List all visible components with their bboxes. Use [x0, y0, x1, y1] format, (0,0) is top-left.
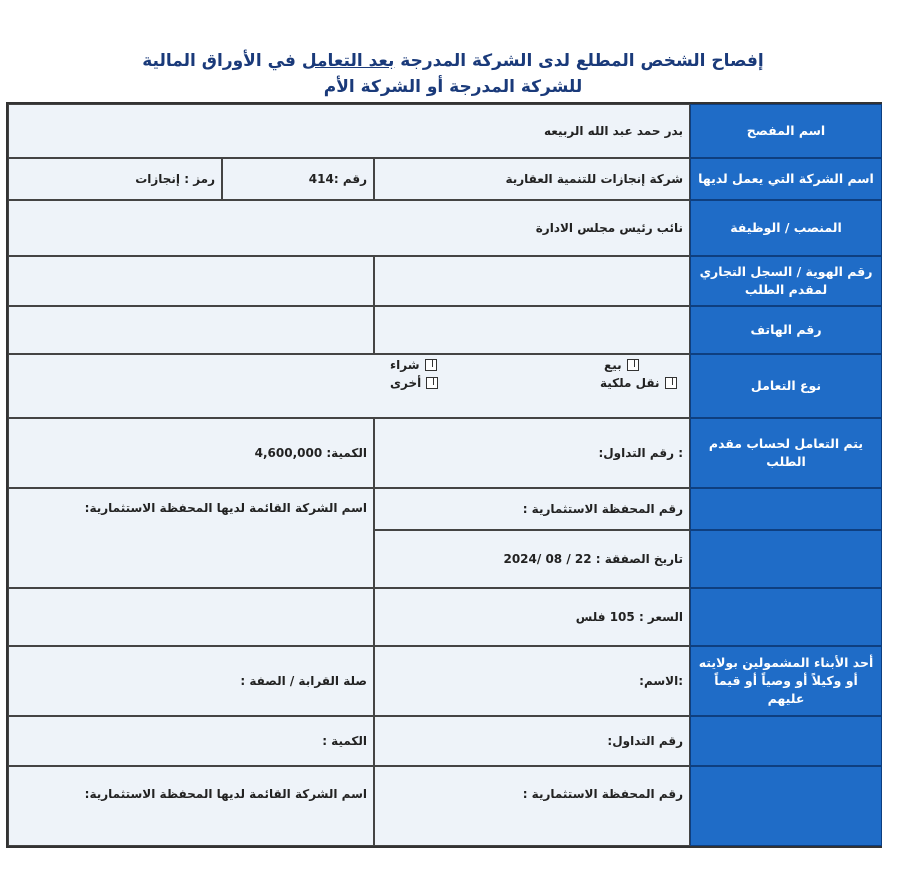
label-dep-blank-1 — [690, 716, 882, 766]
dep-quantity: الكمية : — [8, 716, 374, 766]
dep-trading-number: رقم التداول: — [374, 716, 690, 766]
label-dependents: أحد الأبناء المشمولين بولايته أو وكيلاً أو وصياً أو قيماً عليهم — [690, 646, 882, 716]
own-quantity: الكمية: 4,600,000 — [8, 418, 374, 488]
checkbox-icon[interactable] — [665, 377, 677, 389]
value-id-number-extra[interactable] — [8, 256, 374, 306]
value-phone-extra[interactable] — [8, 306, 374, 354]
label-position: المنصب / الوظيفة — [690, 200, 882, 256]
value-discloser-name: بدر حمد عبد الله الربيعه — [8, 104, 690, 158]
title-underlined-part: بعد التعامل — [301, 51, 395, 71]
dep-portfolio-company: اسم الشركة القائمة لديها المحفظة الاستثمارية: — [8, 766, 374, 846]
label-phone: رقم الهاتف — [690, 306, 882, 354]
own-trading-number: : رقم التداول: — [374, 418, 690, 488]
label-own-blank-2 — [690, 530, 882, 588]
option-other-label: أخرى — [390, 376, 422, 390]
own-portfolio-number: رقم المحفظة الاستثمارية : — [374, 488, 690, 530]
label-own-blank-3 — [690, 588, 882, 646]
form-title-line2: للشركة المدرجة أو الشركة الأم — [323, 77, 583, 97]
dep-relation: صلة القرابة / الصفة : — [8, 646, 374, 716]
option-other[interactable] — [390, 376, 438, 390]
label-discloser-name: اسم المفصح — [690, 104, 882, 158]
checkbox-icon[interactable] — [426, 377, 438, 389]
value-company-symbol: رمز : إنجازات — [8, 158, 222, 200]
label-id-number: رقم الهوية / السجل التجاري لمقدم الطلب — [690, 256, 882, 306]
transaction-type-options — [8, 354, 690, 418]
value-phone[interactable] — [374, 306, 690, 354]
value-position: نائب رئيس مجلس الادارة — [8, 200, 690, 256]
dep-portfolio-number: رقم المحفظة الاستثمارية : — [374, 766, 690, 846]
value-id-number[interactable] — [374, 256, 690, 306]
checkbox-icon[interactable] — [425, 359, 437, 371]
option-buy-label: شراء — [390, 358, 420, 372]
label-own-blank-1 — [690, 488, 882, 530]
option-transfer-label: نقل ملكية — [600, 376, 660, 390]
label-dep-blank-2 — [690, 766, 882, 846]
checkbox-icon[interactable] — [627, 359, 639, 371]
option-transfer[interactable] — [600, 376, 677, 390]
label-company: اسم الشركة التي يعمل لديها — [690, 158, 882, 200]
option-buy[interactable] — [390, 358, 437, 372]
own-price-extra[interactable] — [8, 588, 374, 646]
own-deal-date: تاريخ الصفقة : 22 / 08 /2024 — [374, 530, 690, 588]
value-company-name: شركة إنجازات للتنمية العقارية — [374, 158, 690, 200]
label-own-account: يتم التعامل لحساب مقدم الطلب — [690, 418, 882, 488]
form-title-line1 — [0, 51, 906, 71]
option-sell[interactable] — [604, 358, 639, 372]
title-part: إفصاح الشخص المطلع لدى الشركة المدرجة — [394, 51, 764, 71]
disclosure-form — [6, 102, 882, 848]
value-company-number: رقم :414 — [222, 158, 374, 200]
option-sell-label: بيع — [604, 358, 622, 372]
own-price: السعر : 105 فلس — [374, 588, 690, 646]
label-transaction-type: نوع التعامل — [690, 354, 882, 418]
title-part: في الأوراق المالية — [142, 51, 302, 71]
dep-name: :الاسم: — [374, 646, 690, 716]
own-portfolio-company: اسم الشركة القائمة لديها المحفظة الاستثمارية: — [8, 488, 374, 588]
